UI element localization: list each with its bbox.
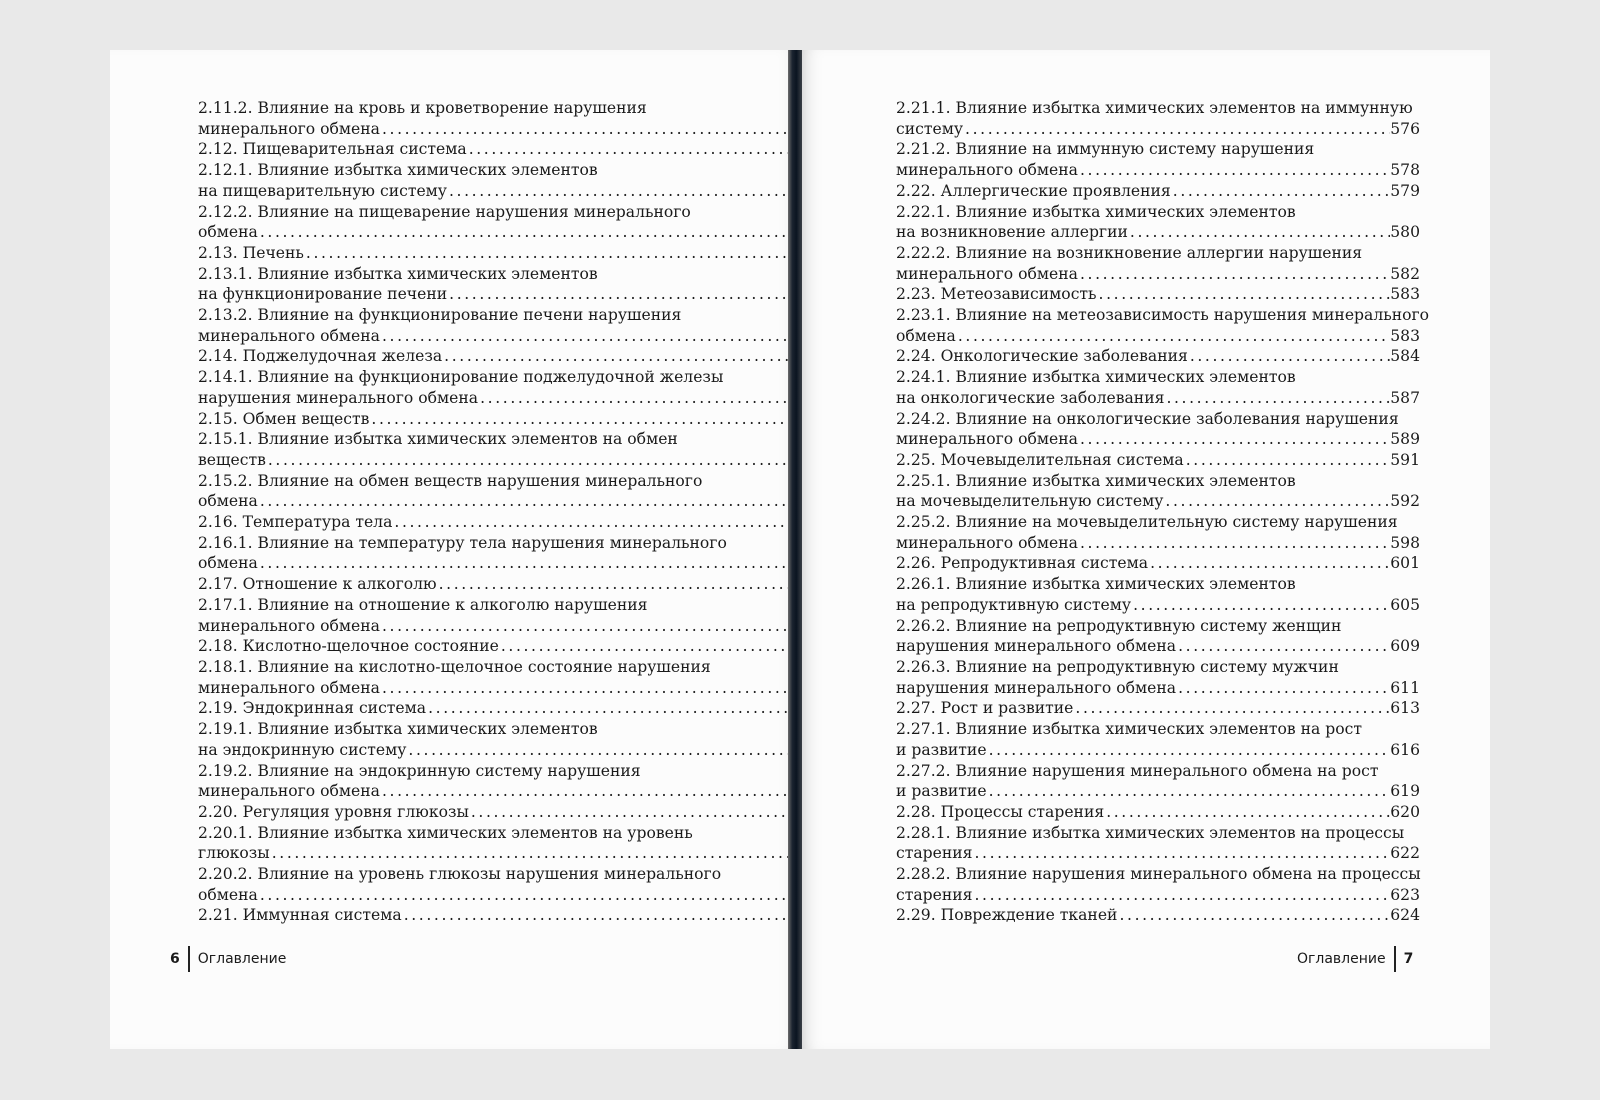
toc-entry xyxy=(188,429,850,450)
toc-entry-title: глюкозы xyxy=(198,844,270,863)
toc-entry-title: обмена xyxy=(896,326,956,345)
toc-entry xyxy=(886,160,1420,181)
toc-entry-title: 2.17.1. Влияние на отношение к алкоголю нарушения xyxy=(198,595,648,614)
toc-entry xyxy=(188,761,850,782)
dot-leader xyxy=(380,326,820,347)
toc-entry xyxy=(886,471,1420,492)
toc-entry-title: 2.24. Онкологические заболевания xyxy=(896,347,1188,366)
toc-entry-title: минерального обмена xyxy=(198,616,380,635)
toc-page-number: 589 xyxy=(1390,430,1420,449)
toc-page-number: 582 xyxy=(1390,264,1420,283)
toc-entry-title: 2.13.1. Влияние избытка химических элементов xyxy=(198,264,598,283)
toc-page-number: 583 xyxy=(1390,326,1420,345)
dot-leader xyxy=(1073,698,1390,719)
toc-entry xyxy=(886,139,1420,160)
toc-entry-title: 2.18.1. Влияние на кислотно-щелочное состояние нарушения xyxy=(198,657,711,676)
toc-entry-title: 2.27.1. Влияние избытка химических элементов на рост xyxy=(896,720,1363,739)
toc-page-number: 601 xyxy=(1390,554,1420,573)
toc-entry xyxy=(886,740,1420,761)
toc-entry xyxy=(188,698,850,719)
toc-entry-title: 2.16.1. Влияние на температуру тела нарушения минерального xyxy=(198,533,727,552)
toc-entry-title: 2.15.2. Влияние на обмен веществ нарушения минерального xyxy=(198,471,703,490)
toc-entry-title: на репродуктивную систему xyxy=(896,595,1132,614)
toc-entry-title: минерального обмена xyxy=(896,264,1078,283)
toc-entry xyxy=(188,885,850,906)
footer-divider xyxy=(1394,946,1396,972)
toc-entry xyxy=(886,388,1420,409)
dot-leader xyxy=(1176,636,1390,657)
toc-entry-title: старения xyxy=(896,885,973,904)
toc-entry-title: 2.27. Рост и развитие xyxy=(896,699,1074,718)
toc-page-number: 598 xyxy=(1390,533,1420,552)
dot-leader xyxy=(426,698,820,719)
dot-leader xyxy=(406,740,820,761)
footer-divider xyxy=(188,946,190,972)
toc-entry-title: 2.12.2. Влияние на пищеварение нарушения минерального xyxy=(198,202,691,221)
toc-page-number: 622 xyxy=(1390,844,1420,863)
toc-entry xyxy=(188,346,850,367)
dot-leader xyxy=(1184,450,1391,471)
dot-leader xyxy=(987,740,1391,761)
toc-entry-title: 2.17. Отношение к алкоголю xyxy=(198,575,437,594)
toc-entry-title: 2.25.2. Влияние на мочевыделительную систему нарушения xyxy=(896,513,1398,532)
toc-entry-title: на функционирование печени xyxy=(198,285,448,304)
running-title: Оглавление xyxy=(197,951,287,967)
dot-leader xyxy=(973,843,1391,864)
toc-entry xyxy=(886,864,1420,885)
dot-leader xyxy=(1117,905,1390,926)
toc-entry-title: 2.20.1. Влияние избытка химических элементов на уровень xyxy=(198,823,693,842)
toc-entry-title: 2.28.2. Влияние нарушения минерального обмена на процессы xyxy=(896,865,1421,884)
left-page xyxy=(110,50,802,1049)
dot-leader xyxy=(1078,264,1390,285)
toc-entry xyxy=(188,284,850,305)
dot-leader xyxy=(304,243,820,264)
toc-entry-title: 2.20.2. Влияние на уровень глюкозы нарушения минерального xyxy=(198,865,722,884)
toc-entry-title: обмена xyxy=(198,554,258,573)
running-title: Оглавление xyxy=(1297,951,1386,967)
toc-entry-title: нарушения минерального обмена xyxy=(896,637,1177,656)
toc-entry-title: 2.21.2. Влияние на иммунную систему нарушения xyxy=(896,140,1315,159)
toc-page-number: 583 xyxy=(1390,285,1420,304)
dot-leader xyxy=(380,678,820,699)
toc-page-number: 609 xyxy=(1390,637,1420,656)
toc-entry-title: минерального обмена xyxy=(198,782,380,801)
toc-entry xyxy=(188,905,850,926)
toc-list xyxy=(886,98,1430,926)
toc-entry xyxy=(188,409,850,430)
dot-leader xyxy=(447,284,820,305)
toc-entry-title: 2.16. Температура тела xyxy=(198,513,393,532)
toc-entry-title: 2.21. Иммунная система xyxy=(198,906,402,925)
dot-leader xyxy=(1128,222,1390,243)
toc-entry-title: минерального обмена xyxy=(198,678,380,697)
toc-entry xyxy=(886,202,1420,223)
toc-entry xyxy=(886,346,1420,367)
toc-entry xyxy=(886,698,1420,719)
toc-page-number: 624 xyxy=(1390,906,1420,925)
page-footer xyxy=(1297,946,1413,972)
dot-leader xyxy=(1176,678,1390,699)
right-page xyxy=(798,50,1490,1049)
toc-entry-title: 2.13. Печень xyxy=(198,243,304,262)
toc-entry xyxy=(886,885,1420,906)
toc-entry xyxy=(188,636,850,657)
dot-leader xyxy=(1104,802,1390,823)
toc-entry-title: минерального обмена xyxy=(198,326,380,345)
toc-entry-title: нарушения минерального обмена xyxy=(896,678,1177,697)
toc-entry xyxy=(188,222,850,243)
dot-leader xyxy=(1188,346,1390,367)
toc-page-number: 613 xyxy=(1390,699,1420,718)
toc-entry-title: 2.25.1. Влияние избытка химических элементов xyxy=(896,471,1296,490)
toc-entry xyxy=(886,409,1420,430)
dot-leader xyxy=(447,181,820,202)
toc-entry-title: 2.26.1. Влияние избытка химических элементов xyxy=(896,575,1296,594)
toc-entry xyxy=(188,367,850,388)
toc-entry xyxy=(886,450,1420,471)
toc-entry xyxy=(886,181,1420,202)
toc-entry xyxy=(886,533,1420,554)
toc-entry-title: 2.22.1. Влияние избытка химических элементов xyxy=(896,202,1296,221)
toc-entry-title: систему xyxy=(896,119,964,138)
toc-entry xyxy=(886,553,1420,574)
dot-leader xyxy=(973,885,1391,906)
dot-leader xyxy=(266,450,820,471)
book-spine xyxy=(788,50,802,1049)
toc-entry-title: 2.29. Повреждение тканей xyxy=(896,906,1118,925)
toc-entry xyxy=(886,843,1420,864)
dot-leader xyxy=(963,119,1390,140)
toc-page-number: 579 xyxy=(1390,181,1420,200)
dot-leader xyxy=(258,553,820,574)
toc-entry-title: на онкологические заболевания xyxy=(896,388,1165,407)
dot-leader xyxy=(270,843,821,864)
toc-entry-title: 2.11.2. Влияние на кровь и кроветворение нарушения xyxy=(198,99,647,117)
toc-page-number: 592 xyxy=(1390,492,1420,511)
dot-leader xyxy=(392,512,820,533)
toc-entry xyxy=(188,574,850,595)
toc-entry-title: 2.24.2. Влияние на онкологические заболевания нарушения xyxy=(896,409,1399,428)
toc-page-number: 578 xyxy=(1390,161,1420,180)
toc-entry xyxy=(886,678,1420,699)
page-number: 6 xyxy=(170,951,180,967)
toc-page-number: 587 xyxy=(1390,388,1420,407)
toc-page-number: 619 xyxy=(1390,782,1420,801)
toc-entry xyxy=(886,326,1420,347)
toc-entry-title: на возникновение аллергии xyxy=(896,223,1128,242)
toc-page-number: 576 xyxy=(1390,119,1420,138)
toc-page-number: 623 xyxy=(1390,885,1420,904)
toc-entry xyxy=(188,471,850,492)
toc-entry xyxy=(188,450,850,471)
toc-entry xyxy=(886,284,1420,305)
toc-entry-title: на пищеварительную систему xyxy=(198,181,447,200)
dot-leader xyxy=(258,222,820,243)
toc-entry xyxy=(188,553,850,574)
toc-entry-title: 2.25. Мочевыделительная система xyxy=(896,450,1184,469)
dot-leader xyxy=(380,616,820,637)
toc-entry-title: 2.15.1. Влияние избытка химических элементов на обмен xyxy=(198,430,678,449)
toc-entry-title: 2.14. Поджелудочная железа xyxy=(198,347,443,366)
toc-entry-title: 2.22. Аллергические проявления xyxy=(896,181,1171,200)
toc-entry xyxy=(188,595,850,616)
toc-entry xyxy=(188,326,850,347)
toc-entry xyxy=(886,761,1420,782)
toc-entry-title: минерального обмена xyxy=(198,119,380,138)
toc-entry xyxy=(188,533,850,554)
toc-entry xyxy=(886,243,1420,264)
toc-page-number: 620 xyxy=(1390,802,1420,821)
toc-entry-title: 2.21.1. Влияние избытка химических элементов на иммунную xyxy=(896,99,1413,117)
dot-leader xyxy=(478,388,820,409)
toc-entry-title: 2.26. Репродуктивная система xyxy=(896,554,1149,573)
toc-entry-title: 2.23.1. Влияние на метеозависимость нарушения минерального xyxy=(896,306,1430,325)
toc-entry-title: и развитие xyxy=(896,740,987,759)
toc-entry xyxy=(886,491,1420,512)
toc-entry-title: нарушения минерального обмена xyxy=(198,388,479,407)
dot-leader xyxy=(1078,429,1390,450)
toc-page-number: 611 xyxy=(1390,678,1420,697)
dot-leader xyxy=(1097,284,1391,305)
toc-entry-title: 2.20. Регуляция уровня глюкозы xyxy=(198,802,469,821)
toc-entry-title: 2.27.2. Влияние нарушения минерального обмена на рост xyxy=(896,761,1379,780)
toc-entry xyxy=(188,678,850,699)
toc-entry-title: 2.26.2. Влияние на репродуктивную систему женщин xyxy=(896,616,1342,635)
toc-entry xyxy=(886,574,1420,595)
dot-leader xyxy=(369,409,820,430)
toc-entry-title: 2.12.1. Влияние избытка химических элементов xyxy=(198,161,598,180)
toc-entry-title: 2.28. Процессы старения xyxy=(896,802,1105,821)
toc-entry xyxy=(886,802,1420,823)
toc-entry xyxy=(886,512,1420,533)
toc-entry xyxy=(188,181,850,202)
toc-entry xyxy=(188,388,850,409)
toc-entry xyxy=(886,823,1420,844)
toc-page-number: 580 xyxy=(1390,223,1420,242)
toc-entry xyxy=(886,429,1420,450)
toc-entry-title: 2.12. Пищеварительная система xyxy=(198,140,467,159)
toc-entry xyxy=(188,740,850,761)
toc-entry-title: 2.24.1. Влияние избытка химических элементов xyxy=(896,368,1296,387)
toc-entry xyxy=(886,657,1420,678)
dot-leader xyxy=(442,346,820,367)
toc-list xyxy=(188,98,850,926)
dot-leader xyxy=(956,326,1390,347)
toc-entry xyxy=(886,905,1420,926)
book-spread xyxy=(110,50,1490,1049)
toc-entry-title: минерального обмена xyxy=(896,161,1078,180)
toc-entry-title: 2.14.1. Влияние на функционирование поджелудочной железы xyxy=(198,368,724,387)
toc-entry xyxy=(188,781,850,802)
toc-entry xyxy=(188,843,850,864)
dot-leader xyxy=(467,139,821,160)
toc-entry-title: 2.23. Метеозависимость xyxy=(896,285,1097,304)
toc-entry xyxy=(188,119,850,140)
toc-entry xyxy=(188,491,850,512)
toc-entry-title: и развитие xyxy=(896,782,987,801)
toc-entry xyxy=(188,264,850,285)
toc-entry-title: 2.26.3. Влияние на репродуктивную систему мужчин xyxy=(896,657,1339,676)
toc-entry xyxy=(188,139,850,160)
toc-entry xyxy=(188,802,850,823)
toc-entry xyxy=(886,616,1420,637)
toc-page-number: 591 xyxy=(1390,450,1420,469)
toc-entry-title: 2.22.2. Влияние на возникновение аллергии нарушения xyxy=(896,243,1363,262)
dot-leader xyxy=(1171,181,1390,202)
toc-entry-title: минерального обмена xyxy=(896,430,1078,449)
toc-entry-title: обмена xyxy=(198,492,258,511)
toc-entry-title: обмена xyxy=(198,885,258,904)
dot-leader xyxy=(1148,553,1390,574)
dot-leader xyxy=(987,781,1391,802)
toc-entry xyxy=(886,305,1430,326)
toc-page-number: 616 xyxy=(1390,740,1420,759)
dot-leader xyxy=(1131,595,1390,616)
toc-entry xyxy=(188,657,850,678)
toc-entry xyxy=(188,160,850,181)
toc-entry-title: веществ xyxy=(198,450,266,469)
toc-entry xyxy=(188,98,850,119)
page-footer xyxy=(170,946,286,972)
dot-leader xyxy=(380,119,820,140)
dot-leader xyxy=(258,885,820,906)
dot-leader xyxy=(402,905,821,926)
toc-entry xyxy=(886,98,1420,119)
toc-entry-title: обмена xyxy=(198,223,258,242)
page-number: 7 xyxy=(1403,951,1414,967)
toc-entry-title: на мочевыделительную систему xyxy=(896,492,1164,511)
toc-entry-title: 2.13.2. Влияние на функционирование печени нарушения xyxy=(198,306,682,325)
dot-leader xyxy=(258,491,820,512)
toc-entry xyxy=(188,305,850,326)
dot-leader xyxy=(499,636,820,657)
dot-leader xyxy=(1078,533,1390,554)
dot-leader xyxy=(380,781,820,802)
toc-entry xyxy=(188,512,850,533)
dot-leader xyxy=(1078,160,1390,181)
toc-entry-title: 2.19. Эндокринная система xyxy=(198,699,427,718)
toc-entry-title: старения xyxy=(896,844,973,863)
dot-leader xyxy=(469,802,820,823)
toc-entry-title: 2.19.2. Влияние на эндокринную систему нарушения xyxy=(198,761,641,780)
toc-entry xyxy=(188,823,850,844)
toc-entry xyxy=(886,719,1420,740)
toc-entry xyxy=(886,119,1420,140)
toc-entry xyxy=(188,243,850,264)
dot-leader xyxy=(437,574,821,595)
toc-entry xyxy=(886,367,1420,388)
toc-page-number: 584 xyxy=(1390,347,1420,366)
toc-entry-title: минерального обмена xyxy=(896,533,1078,552)
toc-entry-title: на эндокринную систему xyxy=(198,740,407,759)
toc-entry xyxy=(188,864,850,885)
toc-entry xyxy=(886,595,1420,616)
toc-page-number: 605 xyxy=(1390,595,1420,614)
toc-entry-title: 2.18. Кислотно-щелочное состояние xyxy=(198,637,499,656)
dot-leader xyxy=(1164,388,1390,409)
toc-entry xyxy=(886,222,1420,243)
toc-entry xyxy=(886,264,1420,285)
toc-entry-title: 2.19.1. Влияние избытка химических элементов xyxy=(198,720,598,739)
toc-entry-title: 2.15. Обмен веществ xyxy=(198,409,370,428)
toc-entry xyxy=(188,616,850,637)
toc-entry-title: 2.28.1. Влияние избытка химических элементов на процессы xyxy=(896,823,1405,842)
toc-entry xyxy=(188,719,850,740)
toc-entry xyxy=(886,636,1420,657)
toc-entry xyxy=(188,202,850,223)
dot-leader xyxy=(1163,491,1390,512)
toc-entry xyxy=(886,781,1420,802)
